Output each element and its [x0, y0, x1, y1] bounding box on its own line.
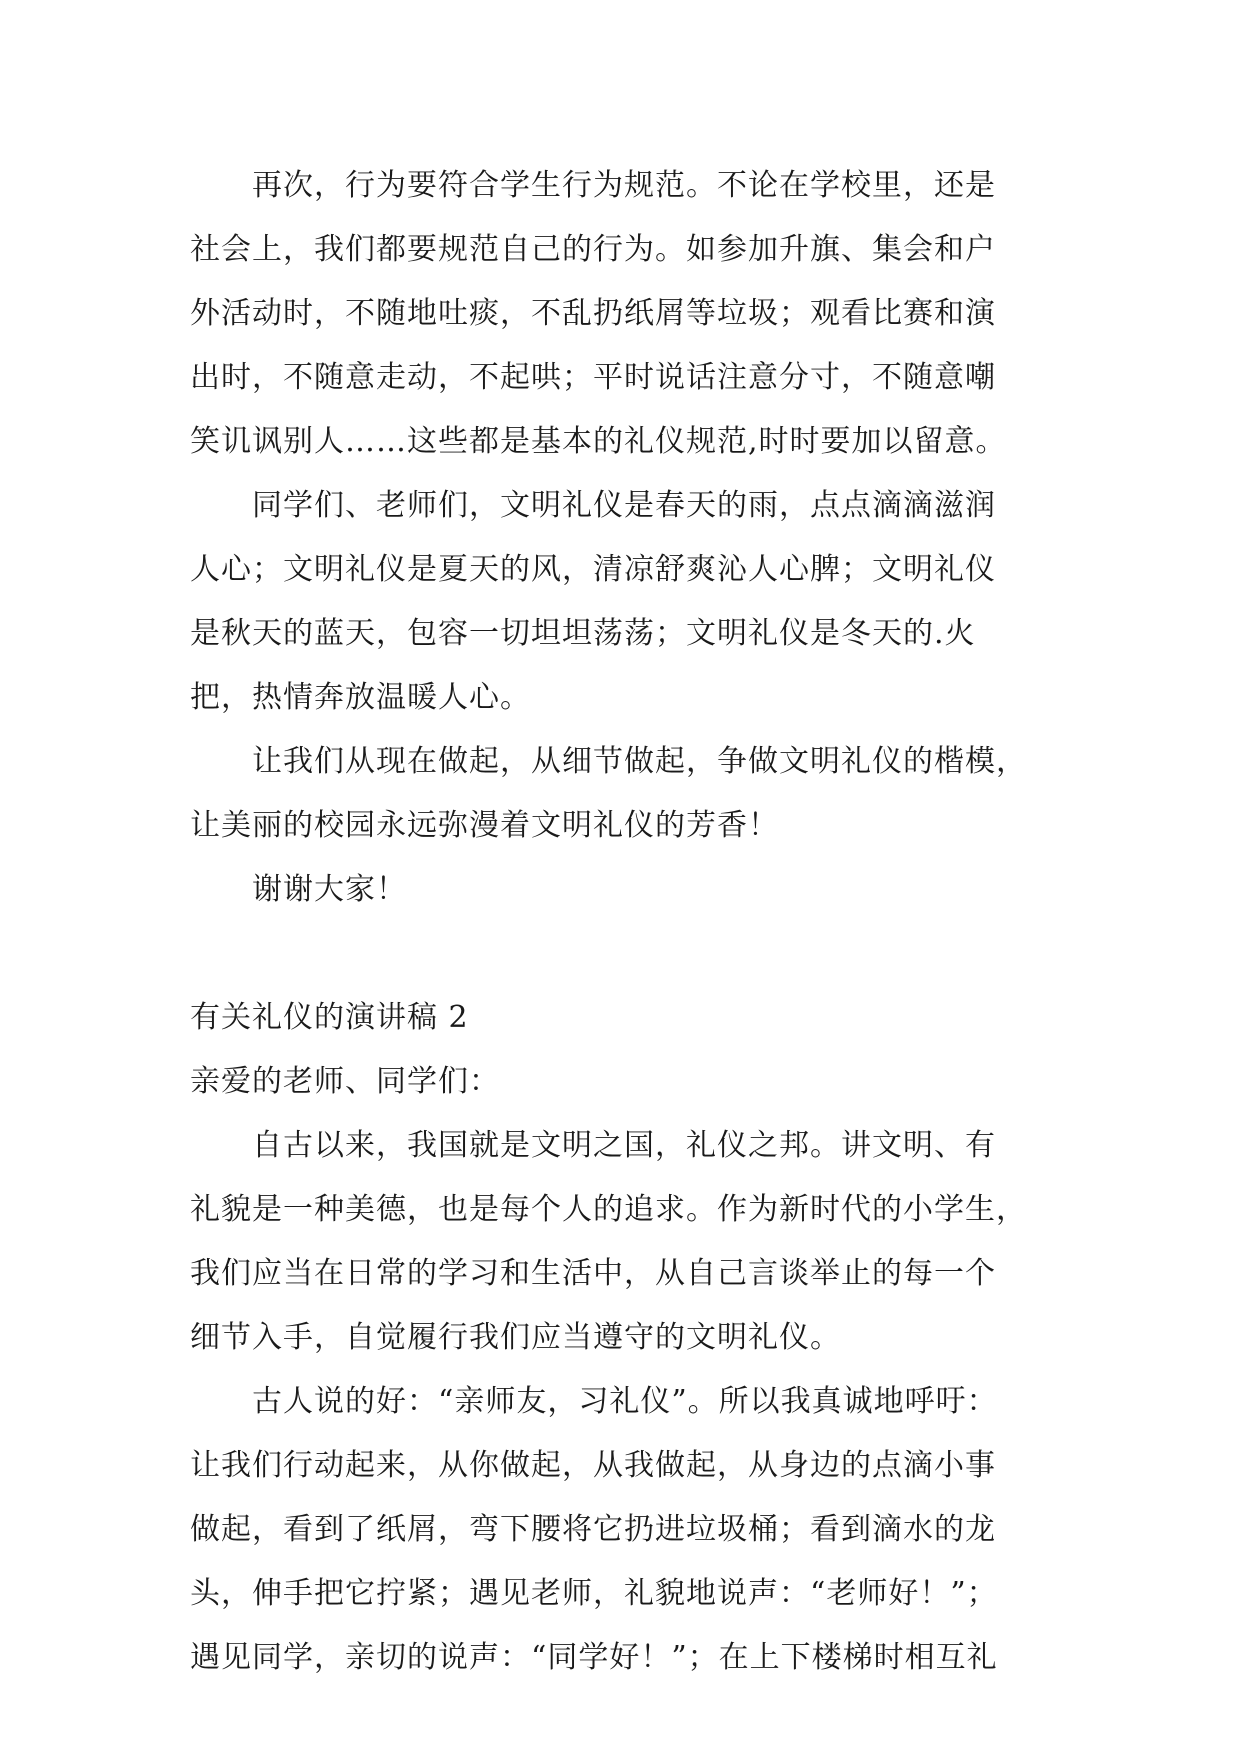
paragraph-line: 把，热情奔放温暖人心。 [190, 680, 531, 715]
paragraph-line: 我们应当在日常的学习和生活中，从自己言谈举止的每一个 [190, 1256, 996, 1291]
paragraph-line: 笑讥讽别人……这些都是基本的礼仪规范,时时要加以留意。 [190, 424, 1007, 459]
paragraph-line: 细节入手，自觉履行我们应当遵守的文明礼仪。 [190, 1320, 841, 1355]
paragraph-line: 让我们行动起来，从你做起，从我做起，从身边的点滴小事 [190, 1448, 996, 1483]
paragraph-line: 礼貌是一种美德，也是每个人的追求。作为新时代的小学生， [190, 1192, 1027, 1227]
salutation: 亲爱的老师、同学们： [190, 1064, 500, 1099]
paragraph-line: 人心；文明礼仪是夏天的风，清凉舒爽沁人心脾；文明礼仪 [190, 552, 996, 587]
paragraph-line: 头，伸手把它拧紧；遇见老师，礼貌地说声：“老师好！”； [190, 1576, 998, 1611]
paragraph-line: 遇见同学，亲切的说声：“同学好！”；在上下楼梯时相互礼 [190, 1640, 998, 1675]
paragraph-line: 让美丽的校园永远弥漫着文明礼仪的芳香！ [190, 808, 779, 843]
paragraph-line: 同学们、老师们，文明礼仪是春天的雨，点点滴滴滋润 [252, 488, 996, 523]
paragraph-line: 出时，不随意走动，不起哄；平时说话注意分寸，不随意嘲 [190, 360, 996, 395]
paragraph-line: 自古以来，我国就是文明之国，礼仪之邦。讲文明、有 [252, 1128, 996, 1163]
paragraph-line: 外活动时，不随地吐痰，不乱扔纸屑等垃圾；观看比赛和演 [190, 296, 996, 331]
paragraph-line: 社会上，我们都要规范自己的行为。如参加升旗、集会和户 [190, 232, 996, 267]
paragraph-line: 古人说的好：“亲师友，习礼仪”。所以我真诚地呼吁： [252, 1384, 998, 1419]
paragraph-line: 做起，看到了纸屑，弯下腰将它扔进垃圾桶；看到滴水的龙 [190, 1512, 996, 1547]
section-title: 有关礼仪的演讲稿 2 [190, 1000, 469, 1035]
paragraph-line: 再次，行为要符合学生行为规范。不论在学校里，还是 [252, 168, 996, 203]
paragraph-line: 是秋天的蓝天，包容一切坦坦荡荡；文明礼仪是冬天的.火 [190, 616, 976, 651]
paragraph-line: 让我们从现在做起，从细节做起，争做文明礼仪的楷模， [252, 744, 1027, 779]
paragraph-line: 谢谢大家！ [252, 872, 407, 907]
